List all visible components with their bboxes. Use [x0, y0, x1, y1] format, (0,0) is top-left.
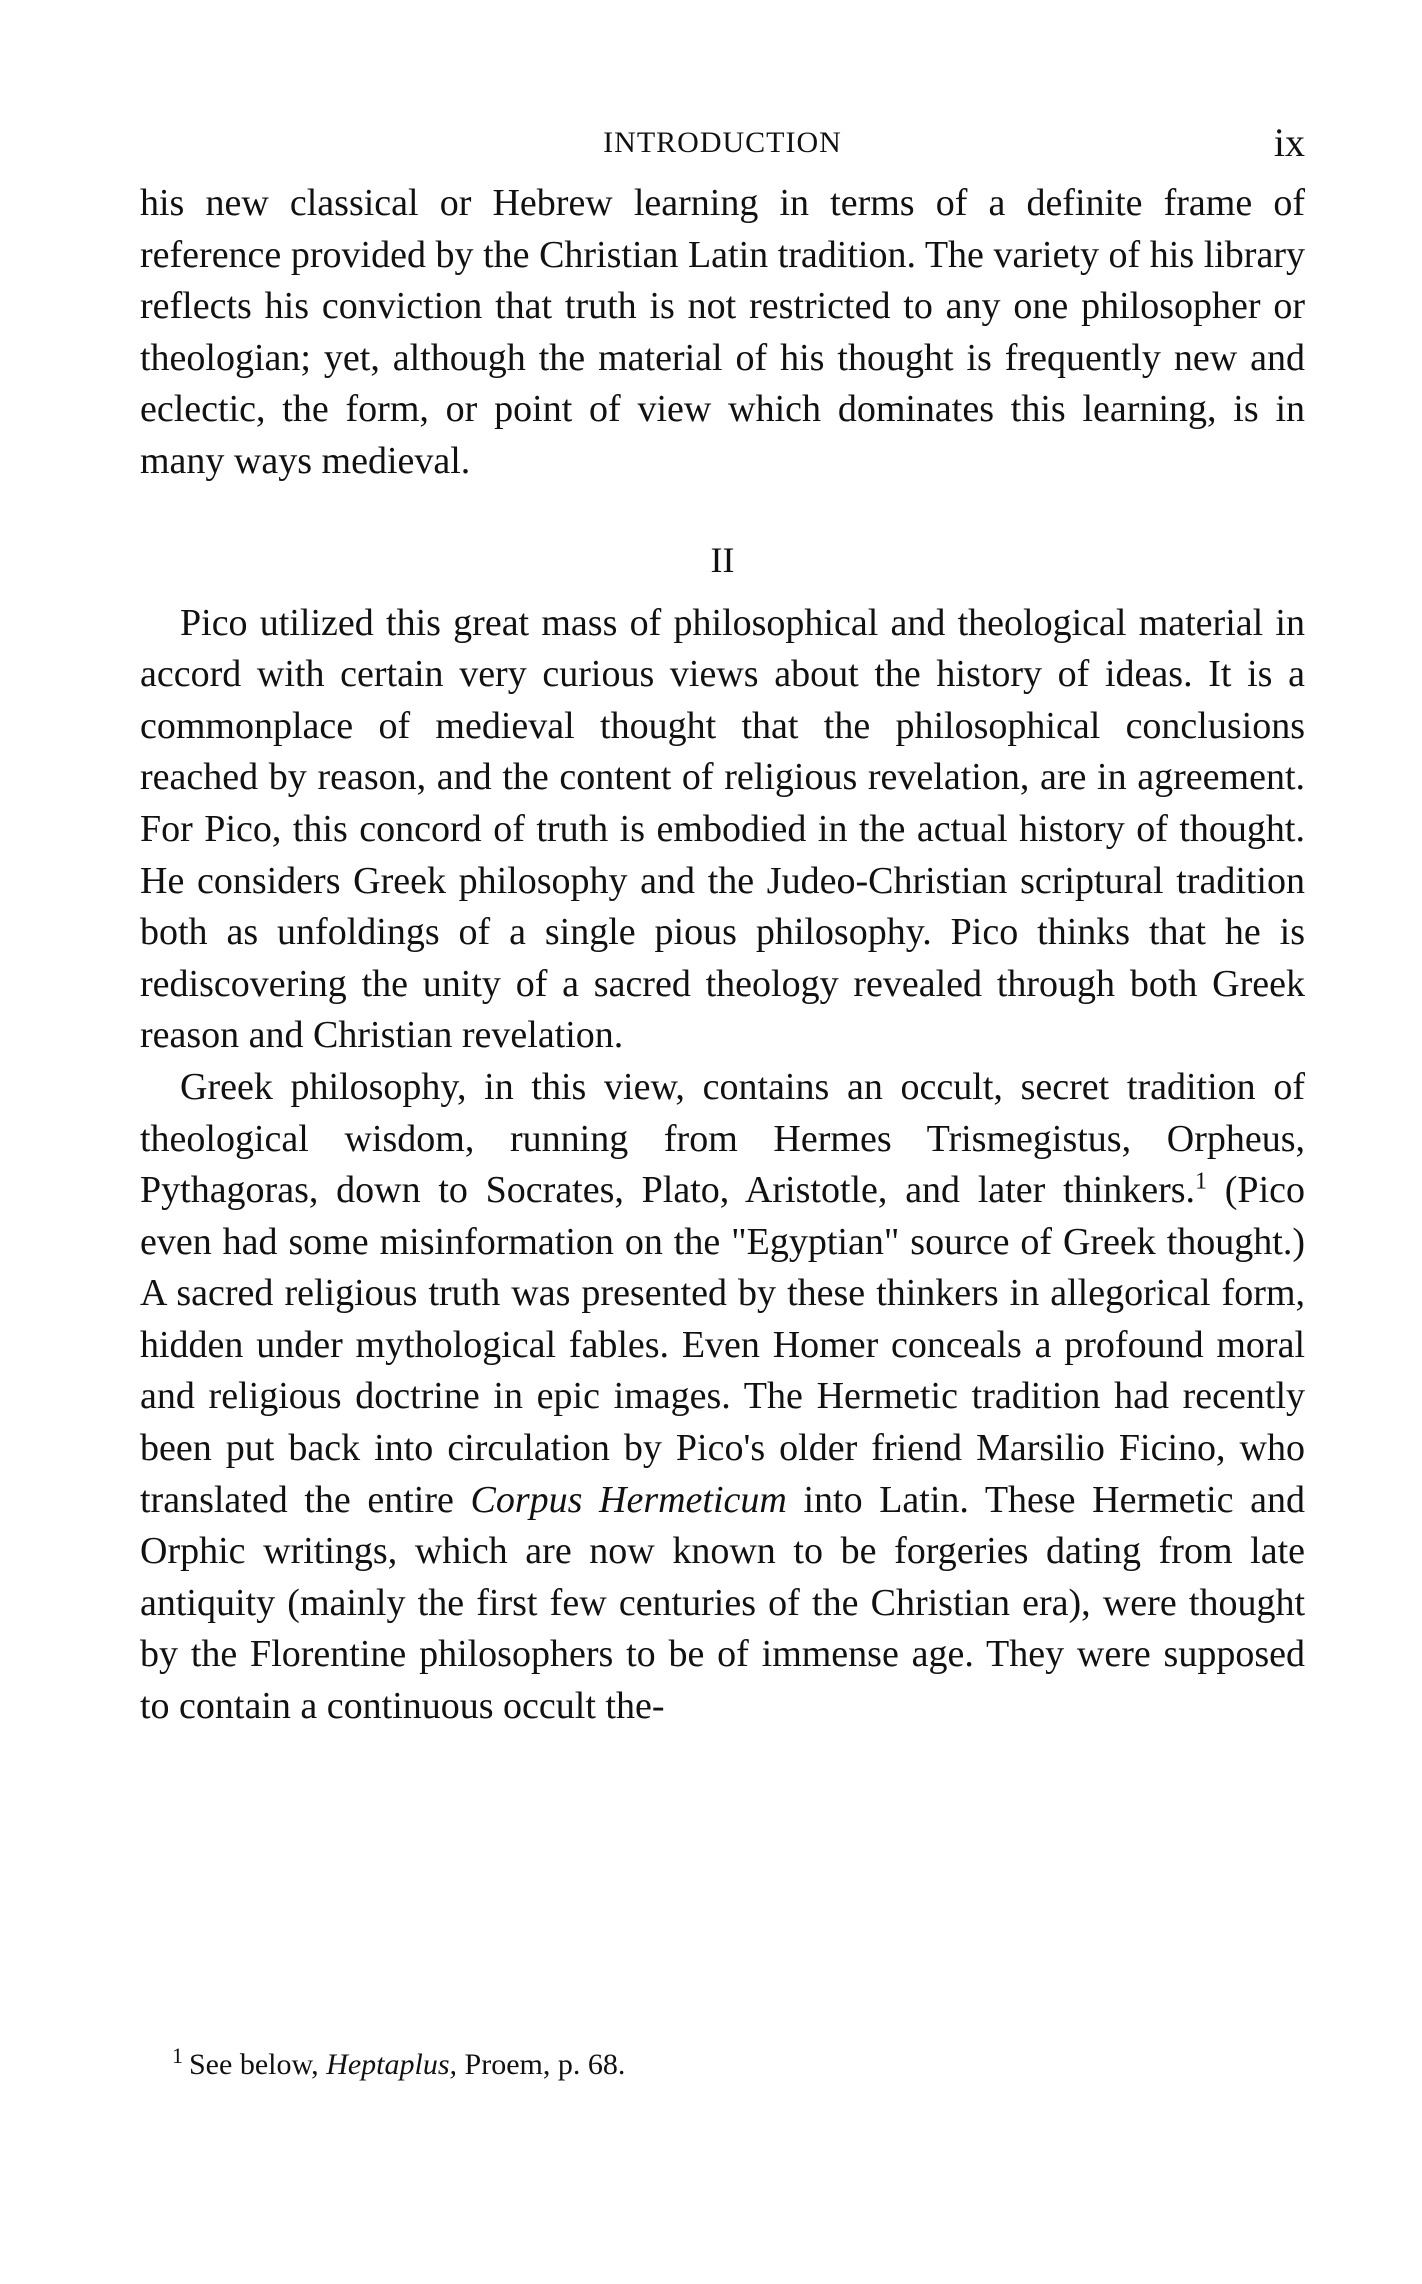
footnote-number: 1 — [172, 2043, 183, 2068]
italic-title: Corpus Hermeticum — [470, 1478, 787, 1521]
paragraph-pico-utilized: Pico utilized this great mass of philosophical and theological material in accord with certain very curious views about the history of ideas. It is a commonplace of medieval thought that the philosophical conclusions reached by reason, and the content of religious revelation, are in agreement. For Pico, this concord of truth is embodied in the actual history of thought. He considers Greek philosophy and the Judeo-Christian scriptural tradition both as unfoldings of a single pious philosophy. Pico thinks that he is rediscovering the unity of a sacred theology revealed through both Greek reason and Christian revelation. — [140, 601, 1305, 1057]
running-title: INTRODUCTION — [603, 126, 842, 159]
footnote-reference: 1 — [1195, 1168, 1208, 1195]
footnote-text-before: See below, — [189, 2048, 327, 2081]
body-text — [140, 178, 1305, 1733]
paragraph-text-c: into Latin. These Hermetic and Orphic writings, which are now known to be forgeries dating from late antiquity (mainly the first few centuries of the Christian era), were thought by the Florentine philosophers to be of immense age. They were supposed to contain a continuous occult the- — [140, 1478, 1306, 1728]
paragraph-continuation: his new classical or Hebrew learning in terms of a definite frame of reference provided by the Christian Latin tradition. The variety of his library reflects his conviction that truth is not restricted to any one philosopher or theologian; yet, although the material of his thought is frequently new and eclectic, the form, or point of view which dominates this learning, is in many ways medieval. — [140, 182, 1305, 482]
paragraph-text-b: (Pico even had some misinformation on the "Egyptian" source of Greek thought.) A sacred religious truth was presented by these thinkers in allegorical form, hidden under mythological fables. Even Homer conceals a profound moral and religious doctrine in epic images. The Hermetic tradition had recently been put back into circulation by Pico's older friend Marsilio Ficino, who translated the entire — [140, 1169, 1305, 1521]
section-heading: II — [710, 539, 735, 580]
paragraph-text-a: Greek philosophy, in this view, contains an occult, secret tradition of theological wisdom, running from Hermes Trismegistus, Orpheus, Pythagoras, down to Socrates, Plato, Aristotle, and later thinkers. — [140, 1065, 1305, 1212]
footnote-text-after: Proem, p. 68. — [457, 2048, 626, 2081]
footnote-italic: Heptaplus, — [326, 2048, 458, 2081]
footnote — [172, 2045, 1272, 2085]
paragraph-greek-philosophy — [140, 1062, 1305, 1733]
page-number: ix — [1273, 120, 1305, 165]
running-head — [140, 118, 1305, 168]
